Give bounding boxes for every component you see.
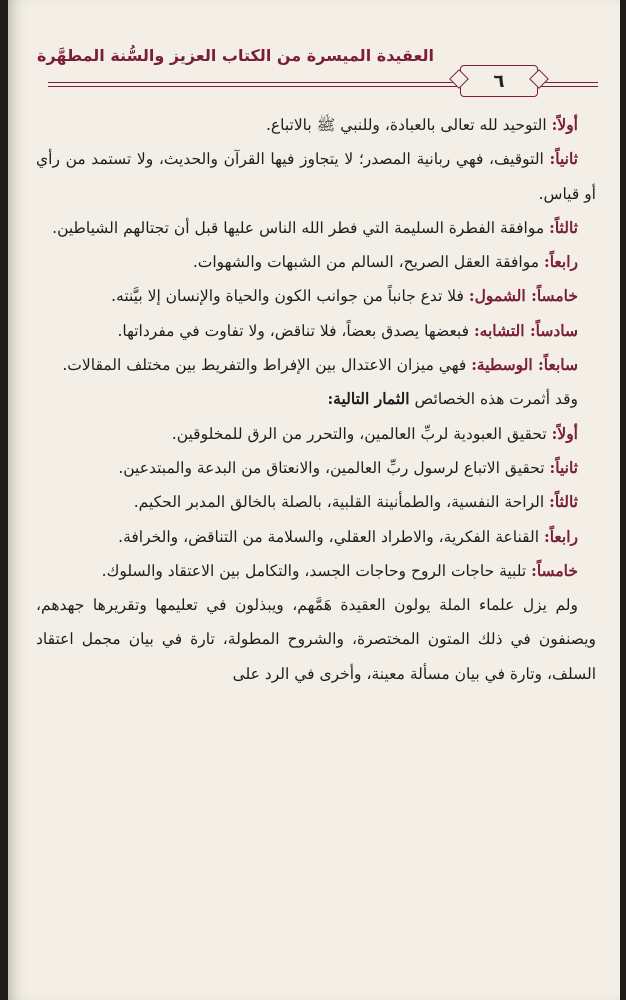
paragraph-label: أولاً: — [551, 423, 578, 443]
paragraph-label: رابعاً: — [543, 526, 578, 546]
paragraph — [36, 417, 596, 451]
paragraph — [36, 520, 596, 554]
paragraph — [36, 142, 596, 211]
paragraph-label: ثالثاً: — [549, 217, 578, 237]
paragraph — [36, 451, 596, 485]
paragraph — [36, 279, 596, 313]
paragraph-label: خامساً: الشمول: — [468, 286, 578, 306]
paragraph-bold-text: الثمار التالية: — [327, 389, 410, 409]
paragraph-label: ثانياً: — [549, 149, 578, 169]
paragraph — [36, 108, 596, 142]
paragraph-text: تحقيق الاتباع لرسول ربِّ العالمين، والانعتاق من البدعة والمبتدعين. — [118, 458, 550, 477]
paragraph — [36, 348, 596, 382]
paragraph-label: أولاً: — [551, 115, 578, 134]
page-header — [8, 46, 620, 102]
page-number-frame — [460, 65, 538, 97]
paragraph-text: تحقيق العبودية لربِّ العالمين، والتحرر من الرق للمخلوقين. — [171, 424, 552, 443]
page-number: ٦ — [493, 70, 505, 92]
paragraph — [36, 245, 596, 279]
paragraph — [36, 485, 596, 519]
paragraph — [36, 382, 596, 416]
paragraph-label: رابعاً: — [543, 252, 578, 272]
paragraph-label: ثانياً: — [549, 457, 578, 477]
paragraph — [36, 588, 596, 691]
page-body — [36, 108, 596, 691]
paragraph-text: القناعة الفكرية، والاطراد العقلي، والسلامة من التناقض، والخرافة. — [118, 527, 544, 546]
paragraph-text: فهي ميزان الاعتدال بين الإفراط والتفريط بين مختلف المقالات. — [62, 356, 472, 375]
paragraph-text: التوحيد لله تعالى بالعبادة، وللنبي ﷺ بالاتباع. — [265, 116, 552, 134]
paragraph-label: سادساً: التشابه: — [473, 320, 578, 340]
paragraph-text: فبعضها يصدق بعضاً، فلا تناقض، ولا تفاوت في مفرداتها. — [117, 321, 474, 340]
paragraph-text: ولم يزل علماء الملة يولون العقيدة هَمَّهم، ويبذلون في تعليمها وتقريرها جهدهم، ويصنفون في ذلك المتون المختصرة، والشروح المطولة، تارة في بيان مجمل اعتقاد السلف، وتارة في بيان مسألة معينة، وأخرى في الرد على — [36, 596, 596, 683]
paragraph-text: موافقة الفطرة السليمة التي فطر الله الناس عليها قبل أن تجتالهم الشياطين. — [52, 218, 550, 237]
paragraph-text: موافقة العقل الصريح، السالم من الشبهات والشهوات. — [192, 253, 544, 272]
running-title: العقيدة الميسرة من الكتاب العزيز والسُّنة المطهَّرة — [37, 46, 434, 65]
paragraph-text: تلبية حاجات الروح وحاجات الجسد، والتكامل بين الاعتقاد والسلوك. — [101, 561, 532, 580]
paragraph-label: خامساً: — [531, 560, 578, 580]
paragraph — [36, 554, 596, 588]
paragraph-text: التوقيف، فهي ربانية المصدر؛ لا يتجاوز فيها القرآن والحديث، ولا تستمد من رأي أو قياس. — [36, 150, 596, 203]
paragraph-text: الراحة النفسية، والطمأنينة القلبية، بالصلة بالخالق المدبر الحكيم. — [133, 493, 550, 512]
paragraph-text: فلا تدع جانباً من جوانب الكون والحياة والإنسان إلا بيَّنته. — [111, 287, 469, 306]
book-page — [8, 0, 620, 1000]
paragraph — [36, 314, 596, 348]
paragraph-label: ثالثاً: — [549, 492, 578, 512]
paragraph-label: سابعاً: الوسطية: — [471, 355, 578, 375]
paragraph-text: وقد أثمرت هذه الخصائص — [409, 390, 578, 409]
paragraph — [36, 211, 596, 245]
